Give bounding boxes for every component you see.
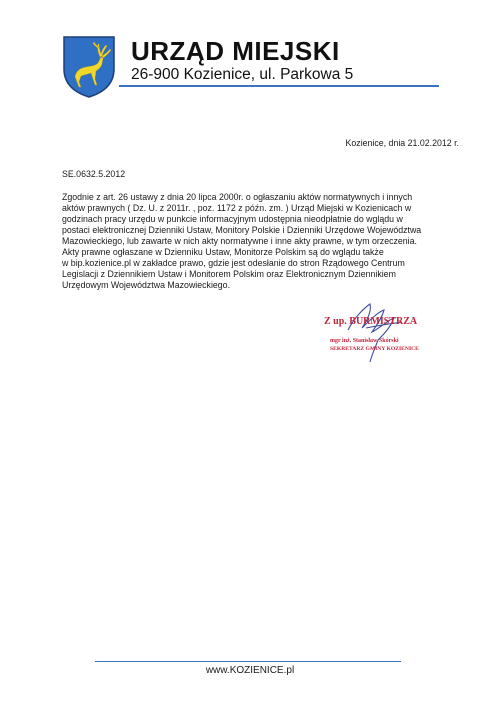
- body-line: godzinach pracy urzędu w punkcie informacyjnym udostępnia nieodpłatnie do wglądu w: [62, 214, 403, 224]
- document-body: [62, 192, 434, 291]
- body-line: w bip.kozienice.pl w zakładce prawo, gdzie jest odesłanie do stron Rządowego Centrum: [62, 258, 405, 268]
- body-line: postaci elektronicznej Dzienniki Ustaw, Monitory Polskie i Dzienniki Urzędowe Województwa: [62, 225, 422, 235]
- body-line: Zgodnie z art. 26 ustawy z dnia 20 lipca 2000r. o ogłaszaniu aktów normatywnych i innych: [62, 192, 413, 202]
- signature-scribble: [348, 304, 402, 362]
- header-divider: [119, 85, 439, 87]
- official-stamp: [318, 298, 446, 370]
- body-line: Urzędowym Województwa Mazowieckiego.: [62, 280, 231, 290]
- body-line: aktów prawnych ( Dz. U. z 2011r. , poz. 1172 z późn. zm. ) Urząd Miejski w Kozienicach w: [62, 203, 412, 213]
- stamp-line-authority: Z up. BURMISTRZA: [324, 316, 418, 327]
- stamp-line-position: SEKRETARZ GMINY KOZIENICE: [330, 346, 419, 352]
- footer-divider: [95, 661, 401, 662]
- body-line: Mazowieckiego, lub zawarte w nich akty normatywne i inne akty prawne, w tym orzeczenia.: [62, 236, 417, 246]
- body-line: Legislacji z Dziennikiem Ustaw i Monitorem Polskim oraz Elektronicznym Dziennikiem: [62, 269, 396, 279]
- body-line: Akty prawne ogłaszane w Dzienniku Ustaw, Monitorze Polskim są do wglądu także: [62, 247, 384, 257]
- organization-title: URZĄD MIEJSKI: [131, 36, 340, 66]
- stamp-line-name: mgr inż. Stanisław Skórski: [330, 338, 399, 344]
- reference-number: SE.0632.5.2012: [62, 169, 126, 179]
- organization-address: 26-900 Kozienice, ul. Parkowa 5: [131, 66, 354, 83]
- footer-website-link[interactable]: www.KOZIENICE.pl: [205, 665, 295, 676]
- document-date: Kozienice, dnia 21.02.2012 r.: [345, 138, 459, 148]
- deer-coat-of-arms-icon: [62, 35, 116, 99]
